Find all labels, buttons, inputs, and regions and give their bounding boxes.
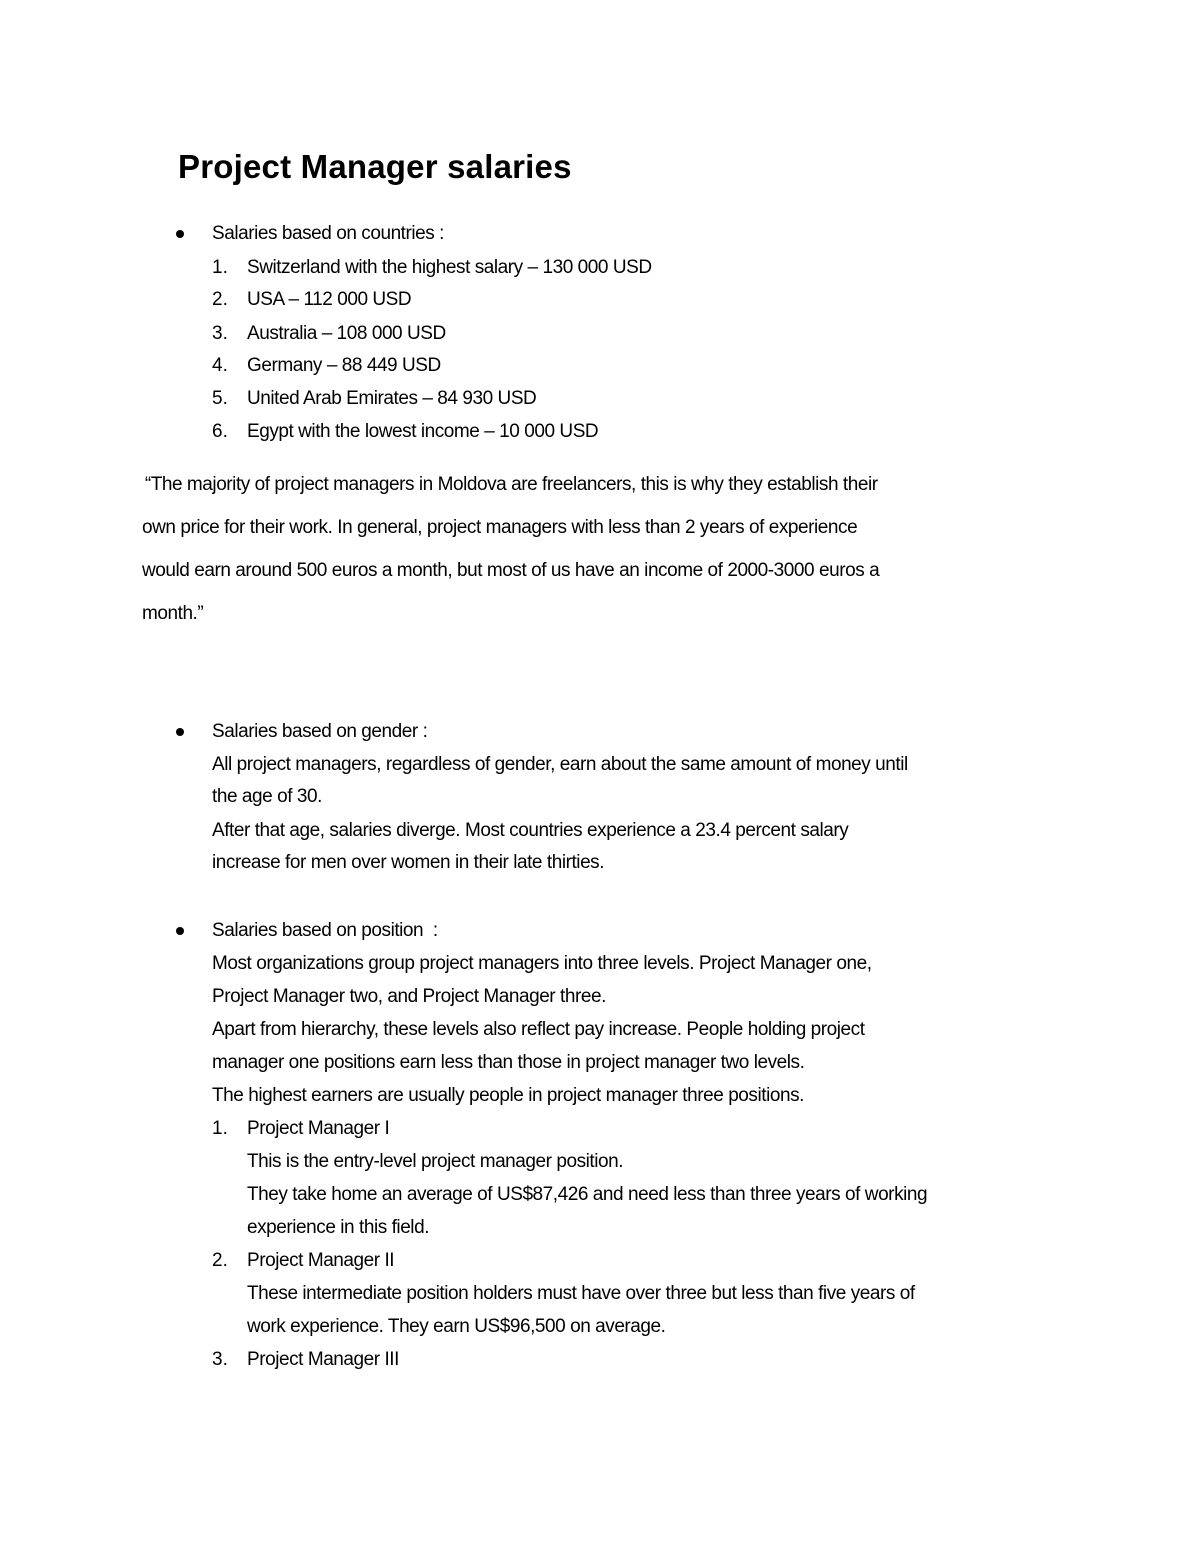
list-number: 3. (212, 323, 228, 344)
level-name: Project Manager II (247, 1250, 395, 1271)
paragraph-line: manager one positions earn less than those in project manager two levels. (212, 1052, 805, 1073)
list-number: 1. (212, 1118, 228, 1139)
page-title: Project Manager salaries (178, 148, 572, 185)
list-number: 2. (212, 1250, 228, 1271)
level-line: experience in this field. (247, 1217, 430, 1238)
section-heading: Salaries based on countries : (212, 223, 444, 244)
bullet-icon (176, 728, 184, 736)
list-number: 4. (212, 355, 228, 376)
paragraph-line: Most organizations group project managers into three levels. Project Manager one, (212, 953, 872, 974)
list-item: Switzerland with the highest salary – 130 000 USD (247, 257, 652, 278)
quote-line: month.” (142, 603, 204, 624)
list-number: 5. (212, 388, 228, 409)
paragraph-line: After that age, salaries diverge. Most countries experience a 23.4 percent salary (212, 820, 849, 841)
list-number: 2. (212, 289, 228, 310)
quote-line: would earn around 500 euros a month, but most of us have an income of 2000-3000 euros a (142, 560, 880, 581)
list-item: USA – 112 000 USD (247, 289, 412, 310)
paragraph-line: Apart from hierarchy, these levels also reflect pay increase. People holding project (212, 1019, 865, 1040)
list-number: 1. (212, 257, 228, 278)
section-heading: Salaries based on gender : (212, 721, 428, 742)
level-line: work experience. They earn US$96,500 on average. (247, 1316, 666, 1337)
bullet-icon (176, 230, 184, 238)
list-number: 3. (212, 1349, 228, 1370)
quote-line: “The majority of project managers in Moldova are freelancers, this is why they establish their (140, 474, 878, 495)
level-line: They take home an average of US$87,426 and need less than three years of working (247, 1184, 928, 1205)
paragraph-line: Project Manager two, and Project Manager three. (212, 986, 606, 1007)
section-heading: Salaries based on position : (212, 920, 438, 941)
level-name: Project Manager III (247, 1349, 399, 1370)
paragraph-line: the age of 30. (212, 786, 322, 807)
bullet-icon (176, 927, 184, 935)
list-item: Egypt with the lowest income – 10 000 USD (247, 421, 599, 442)
level-line: These intermediate position holders must have over three but less than five years of (247, 1283, 915, 1304)
paragraph-line: The highest earners are usually people in project manager three positions. (212, 1085, 804, 1106)
level-line: This is the entry-level project manager position. (247, 1151, 624, 1172)
list-item: United Arab Emirates – 84 930 USD (247, 388, 537, 409)
paragraph-line: All project managers, regardless of gender, earn about the same amount of money until (212, 754, 908, 775)
paragraph-line: increase for men over women in their late thirties. (212, 852, 605, 873)
list-number: 6. (212, 421, 228, 442)
list-item: Australia – 108 000 USD (247, 323, 446, 344)
list-item: Germany – 88 449 USD (247, 355, 441, 376)
quote-line: own price for their work. In general, project managers with less than 2 years of experience (142, 517, 858, 538)
level-name: Project Manager I (247, 1118, 390, 1139)
